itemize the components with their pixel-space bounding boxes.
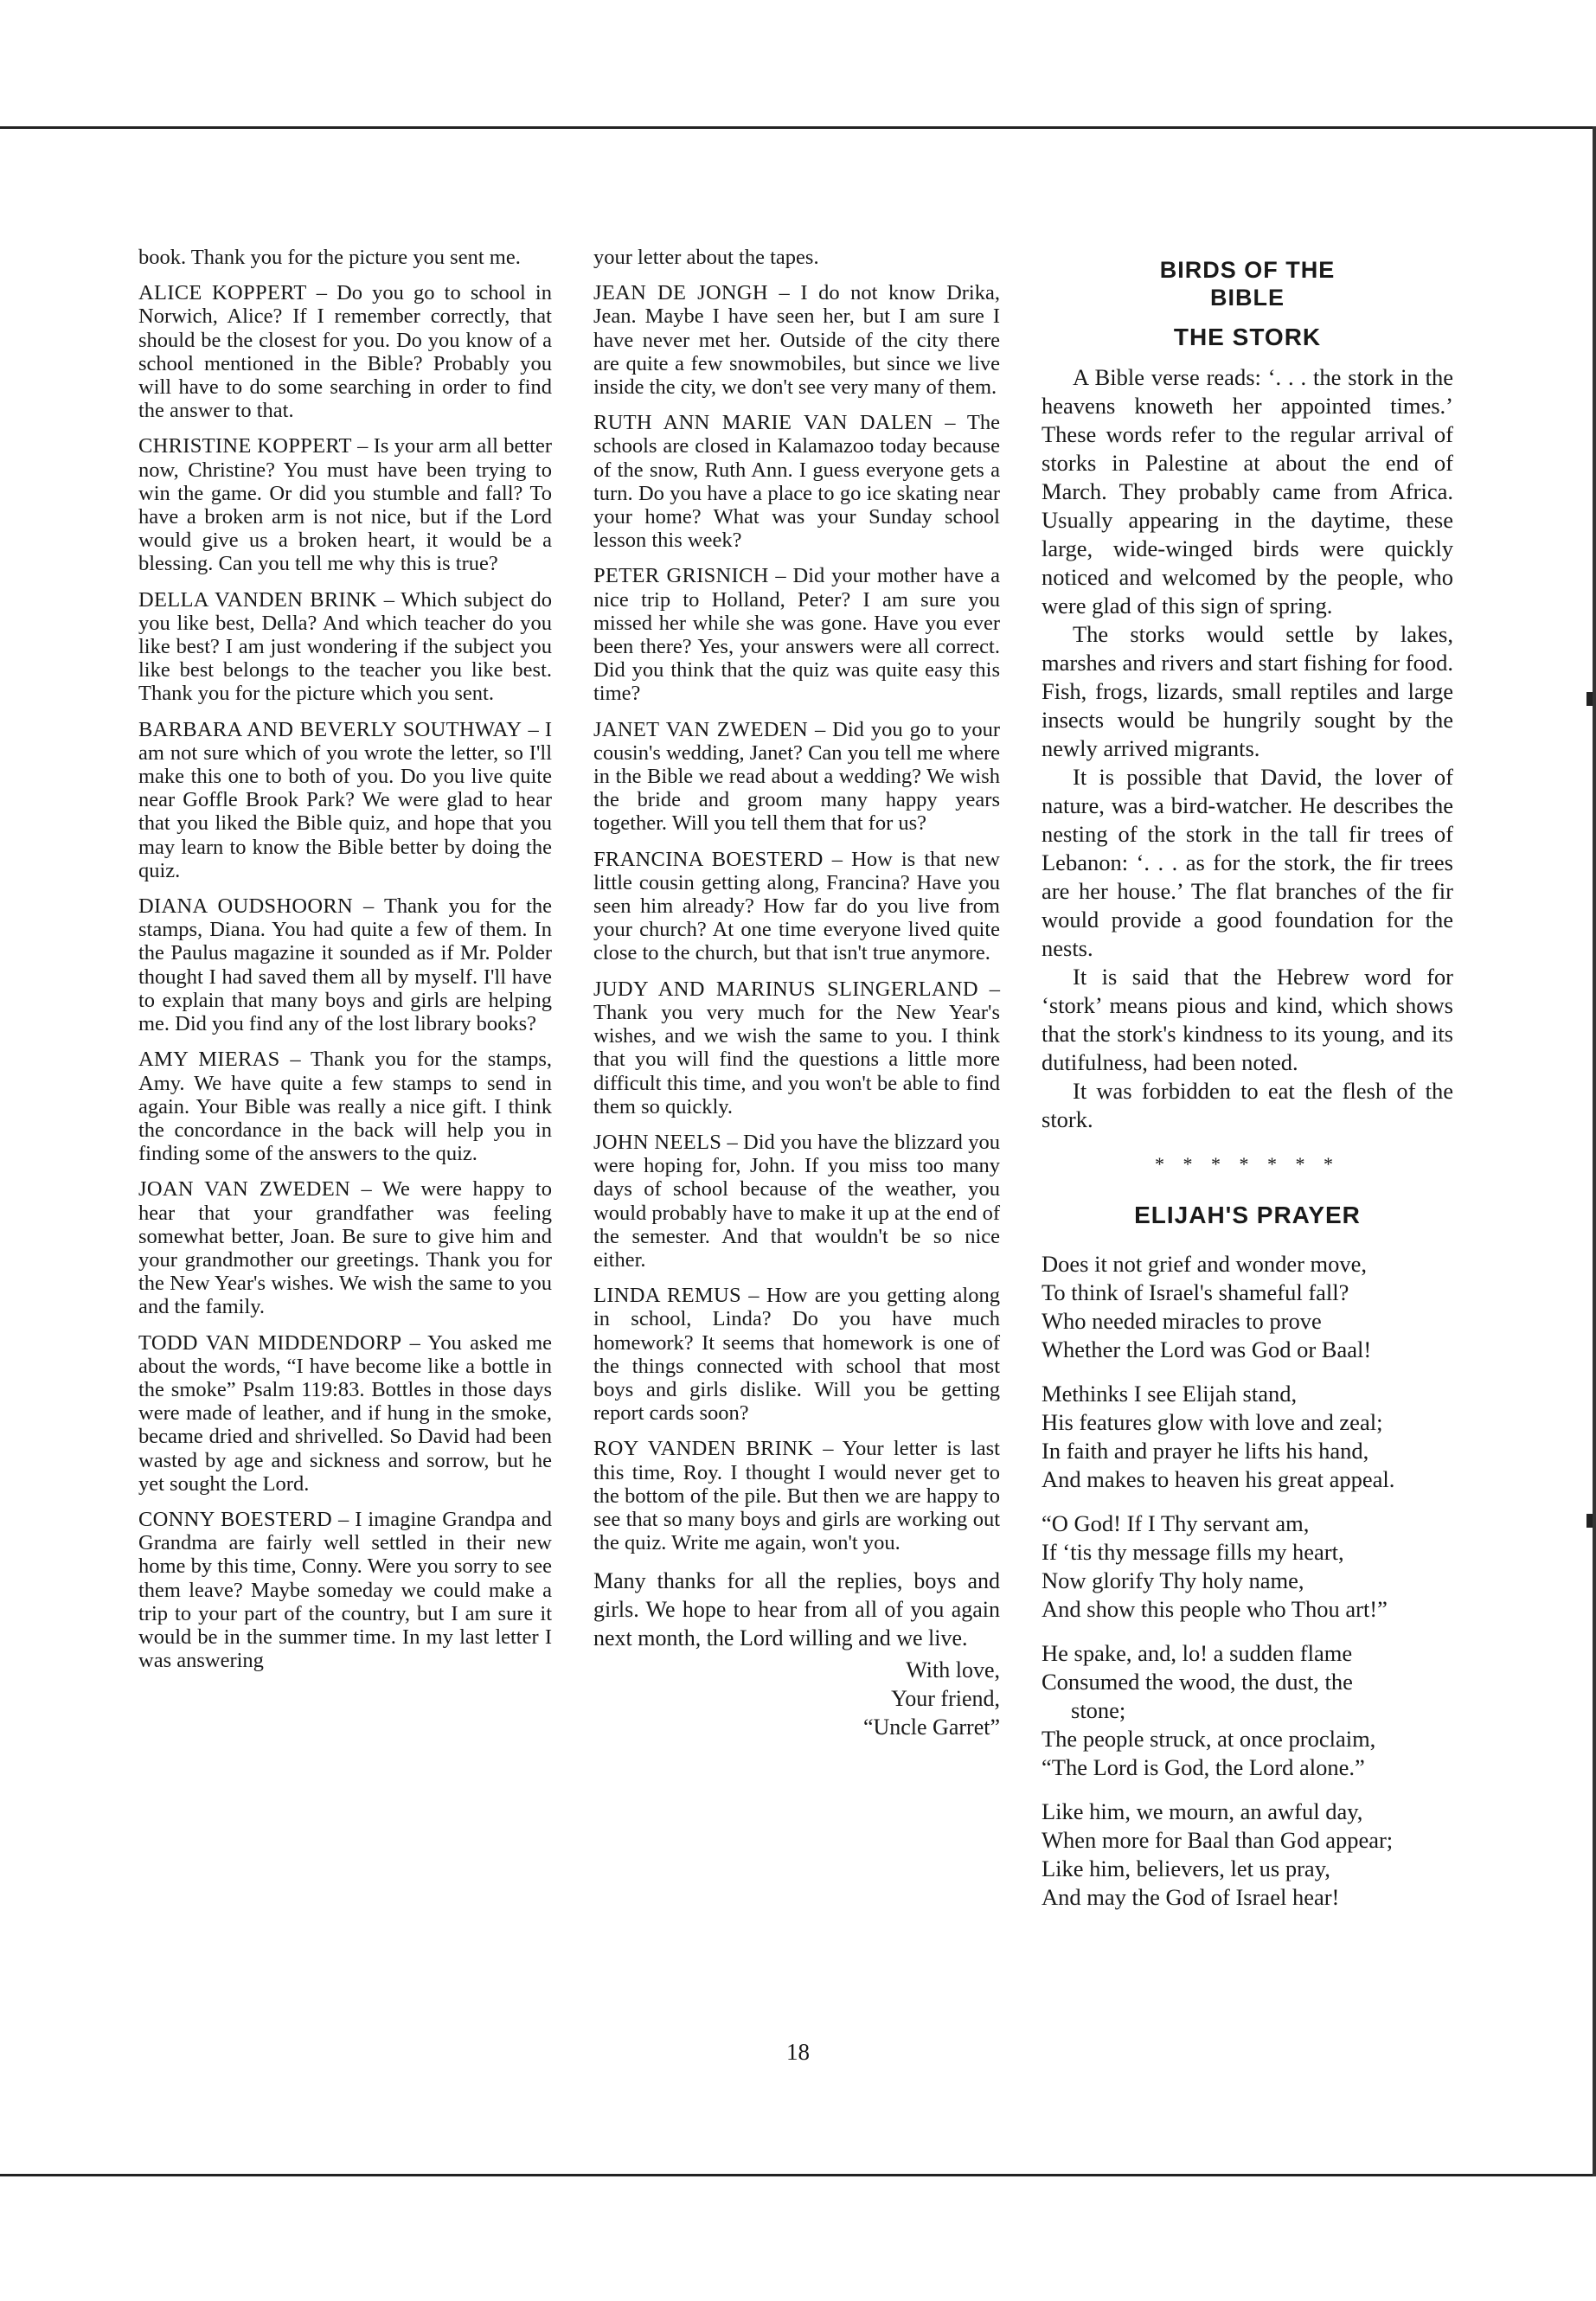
left-column (138, 246, 552, 1684)
poem-line: Methinks I see Elijah stand, (1042, 1381, 1298, 1407)
signoff-signature: “Uncle Garret” (862, 1715, 1000, 1740)
recipient-name: JEAN DE JONGH (593, 281, 768, 305)
reply-text: – Did your mother have a nice trip to Holland, Peter? I am sure you missed her while she was gone. Have you ever been there? Yes, your answers were all correct. Did you think that the quiz was quite easy this time? (593, 564, 1000, 706)
letter-reply (593, 1437, 1000, 1554)
reply-text: – I imagine Grandpa and Grandma are fairly well settled in their new home by this time, Conny. Were you sorry to see them leave? Maybe someday we could make a trip to your part of the country, but I am sure it would be in the summer time. In my last letter I was answering (138, 1507, 553, 1673)
recipient-name: DIANA OUDSHOORN (138, 894, 353, 919)
section-heading-line: BIRDS OF THE (1159, 257, 1336, 283)
recipient-name: BARBARA AND BEVERLY SOUTHWAY (138, 717, 522, 741)
recipient-name: JANET VAN ZWEDEN (593, 717, 809, 741)
article-title: THE STORK (1173, 324, 1322, 350)
reply-text: – I am not sure which of you wrote the letter, so I'll make this one to both of you. Do you live quite near Goffle Brook Park? We were glad to hear that you liked the Bible quiz, and hope that you may learn to know the Bible better by doing the quiz. (138, 717, 552, 882)
poem-line: In faith and prayer he lifts his hand, (1042, 1438, 1369, 1464)
article-paragraph: It is possible that David, the lover of nature, was a bird-watcher. He describes the nesting of the stork in the tall fir trees of Lebanon: ‘. . . as for the stork, the fir trees are her house.’ The flat branches of the fir would provide a good foundation for the nests. (1042, 764, 1453, 961)
letter-reply (138, 1508, 552, 1672)
poem-line: And may the God of Israel hear! (1042, 1884, 1340, 1910)
reply-text: – Thank you for the stamps, Amy. We have quite a few stamps to send in again. Your Bible was really a nice gift. I think the concordance in the back will help you in finding some of the answers to the quiz. (138, 1048, 552, 1166)
letter-reply (138, 894, 552, 1035)
reply-text: – Is your arm all better now, Christine? You must have been trying to win the game. Or did you stumble and fall? To have a broken arm is not nice, but if the Lord would give us a broken heart, it would be a blessing. Can you tell me why this is true? (138, 434, 552, 576)
recipient-name: JOHN NEELS (593, 1130, 722, 1154)
reply-text: – You asked me about the words, “I have become like a bottle in the smoke” Psalm 119:83. Bottles in those days were made of leather, and if hung in the smoke, became dried and shrivelled. So David had been wasted by age and sickness and sorrow, but he yet sought the Lord. (138, 1330, 552, 1496)
poem-line: stone; (1071, 1697, 1126, 1723)
article-paragraph: The storks would settle by lakes, marshes and rivers and start fishing for food. Fish, frogs, lizards, small reptiles and large insects would be hungrily sought by the newly arrived migrants. (1042, 621, 1453, 761)
poem-line: When more for Baal than God appear; (1042, 1827, 1394, 1853)
recipient-name: ALICE KOPPERT (138, 281, 307, 305)
reply-text: – Your letter is last this time, Roy. I thought I would never get to the bottom of the pile. But then we are happy to see that so many boys and girls are working out the quiz. Write me again, won't you. (593, 1437, 1000, 1555)
poem-stanza (1042, 1509, 1453, 1624)
letter-reply (138, 588, 552, 706)
letter-reply (593, 564, 1000, 705)
reply-text: – Thank you for the stamps, Diana. You had quite a few of them. In the Paulus magazine it sounded as if Mr. Polder thought I had saved them all by myself. I'll have to explain that many boys and girls are helping me. Did you find any of the lost library books? (138, 894, 552, 1036)
letter-reply (593, 977, 1000, 1118)
article-paragraph: It was forbidden to eat the flesh of the stork. (1042, 1078, 1453, 1132)
recipient-name: FRANCINA BOESTERD (593, 847, 824, 871)
poem-line: If ‘tis thy message fills my heart, (1042, 1539, 1344, 1565)
recipient-name: LINDA REMUS (593, 1284, 741, 1308)
poem-line: Who needed miracles to prove (1042, 1308, 1322, 1334)
reply-text: – Thank you very much for the New Year's wishes, and we wish the same to you. I think that you will find the questions a little more difficult this time, and you won't be able to find them so quickly. (593, 977, 1000, 1118)
reply-text: – We were happy to hear that your grandfather was feeling somewhat better, Joan. Be sure to give him and your grandmother our greetings. Thank you for the New Year's wishes. We wish the same to you and the family. (138, 1177, 552, 1319)
page-edge (1593, 126, 1596, 2176)
poem-title: ELIJAH'S PRAYER (1134, 1202, 1361, 1228)
reply-text: – The schools are closed in Kalamazoo today because of the snow, Ruth Ann. I guess everyone gets a turn. Do you have a place to go ice skating near your home? What was your Sunday school lesson this week? (593, 411, 1000, 553)
reply-text: – How are you getting along in school, Linda? Do you have much homework? It seems that homework is one of the things connected with school that most boys and girls dislike. Will you be getting report cards soon? (593, 1284, 1000, 1426)
poem-line: Now glorify Thy holy name, (1042, 1567, 1304, 1593)
letter-reply (138, 281, 552, 422)
letter-reply (593, 411, 1000, 552)
page-number: 18 (786, 2039, 810, 2065)
poem-stanza (1042, 1798, 1453, 1912)
recipient-name: JUDY AND MARINUS SLINGERLAND (593, 977, 978, 1001)
poem-line: And show this people who Thou art!” (1042, 1596, 1388, 1622)
separator-stars: * * * * * * * (1155, 1153, 1340, 1175)
signoff-love: With love, (906, 1657, 1000, 1683)
poem-line: His features glow with love and zeal; (1042, 1409, 1383, 1435)
letter-reply (138, 1177, 552, 1318)
article-paragraph: A Bible verse reads: ‘. . . the stork in the heavens knoweth her appointed times.’ These words refer to the regular arrival of storks in Palestine at about the end of March. They probably came from Africa. Usually appearing in the daytime, these large, wide-winged birds were quickly noticed and welcomed by the people, who were glad of this sign of spring. (1042, 364, 1453, 619)
closing-paragraph: Many thanks for all the replies, boys and girls. We hope to hear from all of you again next month, the Lord willing and we live. (593, 1568, 1000, 1651)
recipient-name: CONNY BOESTERD (138, 1507, 332, 1531)
reply-text: – I do not know Drika, Jean. Maybe I have seen her, but I am sure I have never met her. Outside of the city there are quite a few snowmobiles, but since we live inside the city, we don't see very many of them. (593, 281, 1000, 400)
middle-column (593, 246, 1000, 1741)
reply-text: – Did you go to your cousin's wedding, Janet? Can you tell me where in the Bible we read about a wedding? We wish the bride and groom many happy years together. Will you tell them that for us? (593, 717, 1000, 836)
poem-stanza (1042, 1380, 1453, 1494)
reply-text: – Which subject do you like best, Della? And which teacher do you like best? I am just wondering if the subject you like best belongs to the teacher you like best. Thank you for the picture which you sent. (138, 587, 552, 706)
letter-reply (593, 281, 1000, 399)
recipient-name: RUTH ANN MARIE VAN DALEN (593, 411, 933, 435)
poem-stanza (1042, 1250, 1453, 1364)
poem-line: The people struck, at once proclaim, (1042, 1726, 1376, 1752)
recipient-name: PETER GRISNICH (593, 564, 769, 588)
letter-continuation: book. Thank you for the picture you sent me. (138, 246, 521, 269)
edge-mark (1586, 1514, 1593, 1528)
poem-stanza (1042, 1639, 1453, 1782)
reply-text: – How is that new little cousin getting along, Francina? Have you seen him already? How far do you live from your church? At one time everyone lived quite close to the church, but that isn't true anymore. (593, 847, 1000, 965)
recipient-name: CHRISTINE KOPPERT (138, 434, 352, 458)
letter-reply (138, 434, 552, 575)
poem-line: Consumed the wood, the dust, the (1042, 1669, 1353, 1695)
recipient-name: DELLA VANDEN BRINK (138, 587, 377, 612)
letter-reply (593, 1131, 1000, 1272)
edge-mark (1586, 692, 1593, 706)
poem (1042, 1250, 1453, 1912)
poem-line: Whether the Lord was God or Baal! (1042, 1336, 1372, 1362)
section-heading-line: BIBLE (1210, 285, 1285, 311)
right-column (1042, 246, 1453, 1927)
reply-text: – Do you go to school in Norwich, Alice? If I remember correctly, that should be the closest for you. Do you know of a school mentioned in the Bible? Probably you will have to do some searching in order to find the answer to that. (138, 281, 552, 423)
poem-line: Does it not grief and wonder move, (1042, 1251, 1368, 1277)
letter-reply (138, 1331, 552, 1496)
recipient-name: JOAN VAN ZWEDEN (138, 1177, 351, 1202)
letter-reply (593, 848, 1000, 965)
poem-line: And makes to heaven his great appeal. (1042, 1466, 1395, 1492)
poem-line: To think of Israel's shameful fall? (1042, 1279, 1349, 1305)
letter-reply (593, 1284, 1000, 1425)
recipient-name: TODD VAN MIDDENDORP (138, 1330, 402, 1355)
signoff-friend: Your friend, (891, 1686, 1000, 1712)
poem-line: “O God! If I Thy servant am, (1042, 1510, 1310, 1536)
reply-text: – Did you have the blizzard you were hoping for, John. If you miss too many days of school because of the weather, you would probably have to make it up at the end of the semester. And that wouldn't be so nice either. (593, 1130, 1000, 1272)
letter-reply (138, 718, 552, 882)
letter-continuation: your letter about the tapes. (593, 246, 819, 269)
poem-line: “The Lord is God, the Lord alone.” (1042, 1754, 1365, 1780)
poem-line: Like him, believers, let us pray, (1042, 1856, 1330, 1881)
recipient-name: AMY MIERAS (138, 1048, 280, 1072)
section-heading (1042, 256, 1453, 311)
article-paragraph: It is said that the Hebrew word for ‘stork’ means pious and kind, which shows that the stork's kindness to its young, and its dutifulness, had been noted. (1042, 964, 1453, 1075)
poem-line: He spake, and, lo! a sudden flame (1042, 1640, 1353, 1666)
poem-line: Like him, we mourn, an awful day, (1042, 1798, 1363, 1824)
recipient-name: ROY VANDEN BRINK (593, 1437, 814, 1461)
letter-reply (138, 1048, 552, 1165)
letter-reply (593, 718, 1000, 836)
stork-article (1042, 363, 1453, 1134)
